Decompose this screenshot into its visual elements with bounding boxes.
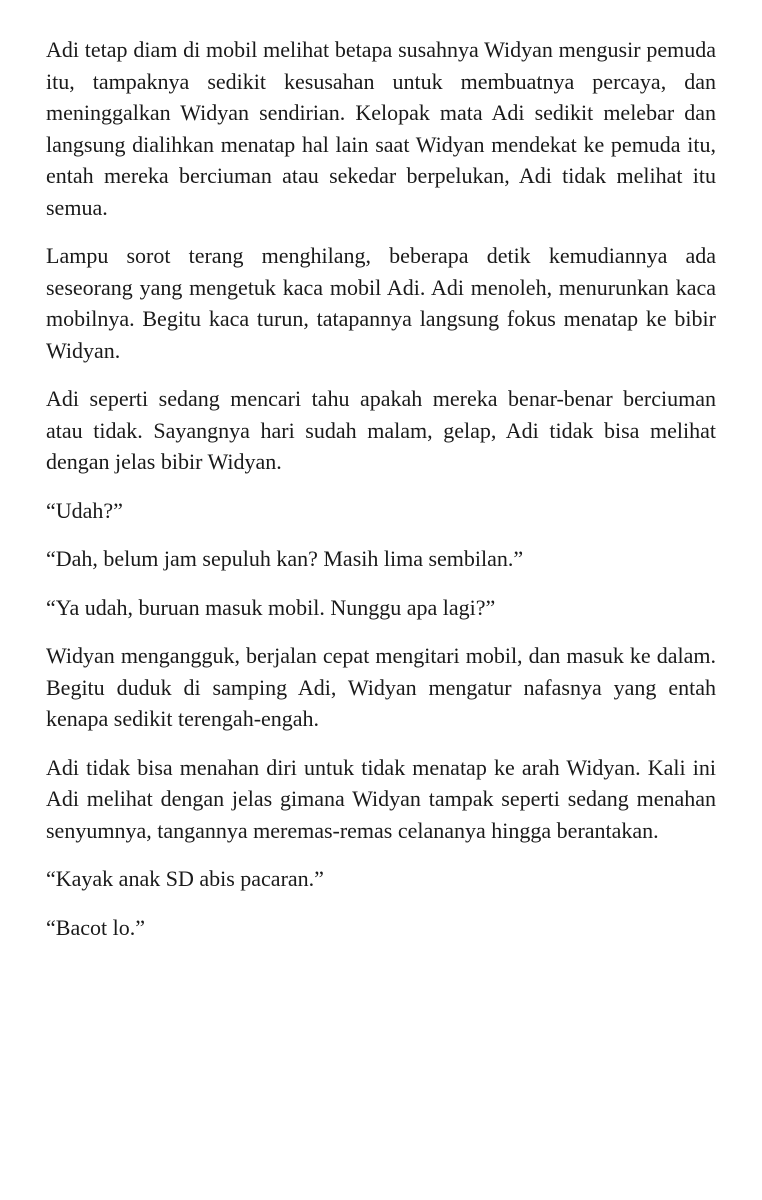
paragraph-dialogue: “Dah, belum jam sepuluh kan? Masih lima sembilan.” (46, 546, 524, 571)
document-page (46, 34, 716, 960)
paragraph-narration: Adi tetap diam di mobil melihat betapa susahnya Widyan mengusir pemuda itu, tampaknya sedikit kesusahan untuk membuatnya percaya, dan meninggalkan Widyan sendirian. Kelopak mata Adi sedikit melebar dan langsung dialihkan menatap hal lain saat Widyan mendekat ke pemuda itu, entah mereka berciuman atau sekedar berpelukan, Adi tidak melihat itu semua. (46, 37, 716, 220)
paragraph-dialogue: “Bacot lo.” (46, 914, 145, 940)
paragraph-dialogue: “Udah?” (46, 497, 123, 523)
paragraph-dialogue: “Ya udah, buruan masuk mobil. Nunggu apa lagi?” (46, 594, 496, 620)
paragraph-narration: Adi seperti sedang mencari tahu apakah mereka benar-benar berciuman atau tidak. Sayangnya hari sudah malam, gelap, Adi tidak bisa melihat dengan jelas bibir Widyan. (46, 386, 716, 474)
paragraph-dialogue: “Kayak anak SD abis pacaran.” (46, 866, 324, 891)
paragraph-narration: Widyan mengangguk, berjalan cepat mengitari mobil, dan masuk ke dalam. Begitu duduk di samping Adi, Widyan mengatur nafasnya yang entah kenapa sedikit terengah-engah. (46, 643, 716, 731)
paragraph-narration: Lampu sorot terang menghilang, beberapa detik kemudiannya ada seseorang yang mengetuk kaca mobil Adi. Adi menoleh, menurunkan kaca mobilnya. Begitu kaca turun, tatapannya langsung fokus menatap ke bibir Widyan. (46, 243, 716, 363)
paragraph-narration: Adi tidak bisa menahan diri untuk tidak menatap ke arah Widyan. Kali ini Adi melihat dengan jelas gimana Widyan tampak seperti sedang menahan senyumnya, tangannya meremas-remas celananya hingga berantakan. (46, 754, 716, 843)
